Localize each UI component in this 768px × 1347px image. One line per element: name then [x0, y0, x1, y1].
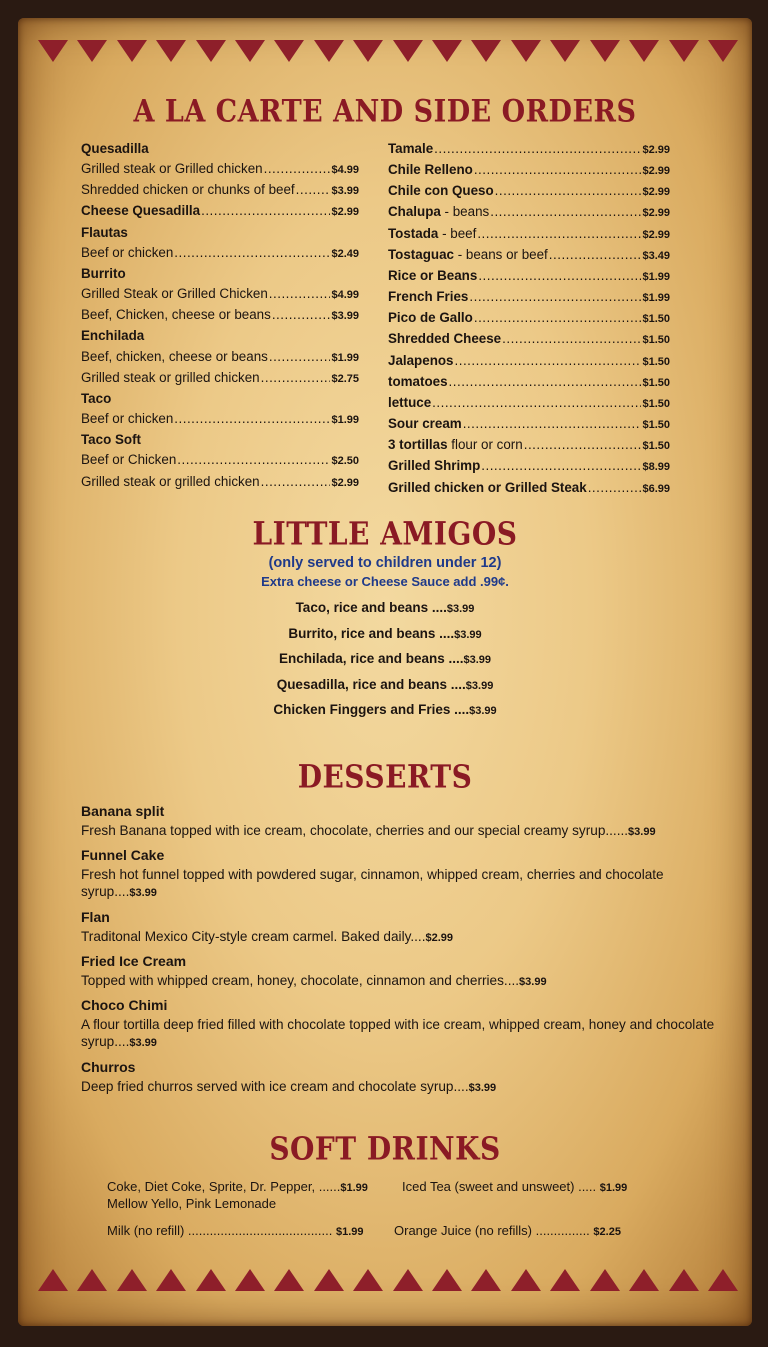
category-label [81, 389, 359, 409]
dessert-description: A flour tortilla deep fried filled with chocolate topped with ice cream, whipped cream, honey and chocolate syrup.... [81, 1016, 715, 1049]
item-price: $2.99 [331, 476, 359, 489]
orange-juice-item [394, 1223, 621, 1238]
item-price: $1.50 [642, 397, 670, 410]
item-name-bold: Grilled chicken or Grilled Steak [388, 479, 587, 495]
item-price: $1.50 [642, 355, 670, 368]
category-name: Enchilada [81, 328, 145, 344]
item-name: Beef or chicken [81, 411, 174, 427]
item-price: $2.50 [331, 455, 359, 468]
kids-menu-item [18, 651, 752, 666]
item-name-bold: Pico de Gallo [388, 310, 473, 326]
triangle-ornament [471, 1269, 501, 1291]
menu-item [388, 478, 670, 499]
kids-item-price: $3.99 [465, 679, 494, 692]
item-name: Cheese Quesadilla [81, 203, 201, 219]
menu-item [388, 414, 670, 435]
sodas-price: $1.99 [340, 1182, 368, 1194]
item-price: $2.99 [331, 206, 359, 219]
item-name [388, 224, 476, 244]
milk-item [107, 1223, 364, 1238]
kids-menu-item [18, 677, 752, 692]
item-name-bold: Chile con Queso [388, 183, 494, 199]
dessert-name: Fried Ice Cream [81, 953, 187, 969]
triangle-ornament [432, 1269, 462, 1291]
dot-leader [261, 368, 331, 388]
dot-leader [455, 351, 642, 371]
milk-price: $1.99 [335, 1226, 364, 1238]
triangle-ornament [590, 1269, 620, 1291]
dessert-description: Fresh hot funnel topped with powdered sugar, cinnamon, whipped cream, cherries and chocolate syrup.... [81, 866, 664, 899]
triangle-ornament [117, 1269, 147, 1291]
a-la-carte-right-column [388, 139, 670, 499]
menu-item [81, 243, 359, 264]
dot-leader [269, 284, 331, 304]
a-la-carte-heading: A LA CARTE AND SIDE ORDERS [133, 93, 637, 130]
triangle-ornament [708, 40, 738, 62]
kids-item-price: $3.99 [446, 603, 475, 615]
item-price: $1.99 [331, 351, 359, 364]
kids-item-name: Taco, rice and beans [295, 600, 429, 615]
iced-tea-item [402, 1179, 627, 1194]
menu-item [81, 284, 359, 305]
category-name: Quesadilla [81, 141, 149, 156]
item-price: $3.99 [331, 185, 359, 198]
category-label [81, 430, 359, 450]
iced-tea-price: $1.99 [599, 1182, 628, 1194]
category-name: Taco Soft [81, 432, 142, 448]
triangle-ornament [629, 40, 659, 62]
dot-leader: .... [428, 600, 447, 615]
menu-item [81, 347, 359, 368]
triangle-ornament [393, 1269, 423, 1291]
dessert-item [81, 803, 721, 841]
menu-item [81, 450, 359, 471]
item-name [388, 202, 489, 222]
dot-leader [481, 456, 641, 476]
a-la-carte-left-column [81, 139, 359, 493]
item-price: $2.75 [331, 372, 359, 385]
item-name-bold: Grilled Shrimp [388, 458, 481, 474]
item-price: $2.99 [642, 228, 670, 241]
triangle-ornament [471, 40, 501, 62]
menu-item [388, 224, 670, 245]
item-name [388, 393, 431, 413]
triangle-ornament [235, 40, 265, 62]
item-name [388, 329, 501, 349]
triangle-ornament [274, 1269, 304, 1291]
triangle-ornament [77, 1269, 107, 1291]
item-name-bold: Shredded Cheese [388, 331, 502, 347]
dot-leader [272, 305, 331, 325]
triangle-ornament [274, 40, 304, 62]
kids-item-price: $3.99 [469, 705, 497, 717]
dessert-name: Flan [81, 909, 110, 925]
dot-leader [495, 181, 642, 201]
dessert-item [81, 997, 721, 1053]
item-price: $8.99 [642, 461, 670, 474]
kids-item-name: Burrito, rice and beans [288, 625, 436, 641]
dot-leader: .... [444, 651, 464, 666]
item-name-bold: Tostada [388, 225, 439, 241]
item-name: Grilled steak or grilled chicken [81, 473, 260, 489]
triangle-ornament [38, 40, 68, 62]
item-name-bold: lettuce [388, 394, 432, 410]
category-name: Burrito [81, 265, 126, 281]
dot-leader [264, 159, 331, 179]
dessert-item [81, 909, 721, 947]
bottom-triangle-border [38, 1269, 738, 1295]
dot-leader [588, 478, 642, 498]
item-price: $4.99 [331, 289, 359, 302]
item-detail: - beans [440, 204, 490, 220]
item-price: $1.99 [642, 292, 670, 305]
item-price: $4.99 [331, 164, 359, 177]
item-detail: flour or corn [447, 437, 523, 453]
dessert-price: $2.99 [425, 931, 454, 944]
dot-leader [502, 329, 641, 349]
item-name [388, 308, 473, 328]
item-price: $3.49 [642, 249, 670, 262]
item-name-bold: tomatoes [388, 373, 448, 389]
item-name-bold: Tamale [388, 141, 434, 156]
item-price: $6.99 [642, 482, 670, 495]
triangle-ornament [353, 40, 383, 62]
menu-item [388, 308, 670, 329]
kids-item-name: Enchilada, rice and beans [278, 651, 445, 666]
triangle-ornament [235, 1269, 265, 1291]
item-name [388, 478, 587, 498]
sodas-item [107, 1179, 368, 1194]
item-price: $1.50 [642, 440, 670, 453]
dessert-item [81, 847, 721, 903]
dot-leader [261, 472, 331, 492]
triangle-ornament [432, 40, 462, 62]
dot-leader [174, 243, 330, 263]
dot-leader [449, 372, 642, 392]
item-name-bold: Rice or Beans [388, 267, 478, 283]
item-name [388, 435, 523, 455]
menu-item [81, 472, 359, 493]
kids-menu-item [18, 626, 752, 641]
item-name-bold: Jalapenos [388, 352, 454, 368]
dot-leader [177, 450, 330, 470]
menu-item [388, 266, 670, 287]
iced-tea-text: Iced Tea (sweet and unsweet) ..... [402, 1179, 600, 1194]
item-name [388, 456, 480, 476]
item-price: $2.99 [642, 165, 670, 178]
triangle-ornament [117, 40, 147, 62]
menu-item [388, 372, 670, 393]
item-name [388, 245, 548, 265]
item-price: $1.99 [642, 270, 670, 283]
triangle-ornament [550, 40, 580, 62]
item-name-bold: French Fries [388, 289, 469, 305]
kids-item-price: $3.99 [463, 654, 492, 666]
dot-leader [524, 435, 642, 455]
dot-leader: .... [435, 625, 455, 641]
menu-item [388, 329, 670, 350]
menu-item [388, 287, 670, 308]
dot-leader [474, 308, 642, 328]
dot-leader: .... [447, 676, 466, 692]
triangle-ornament [393, 40, 423, 62]
dot-leader [174, 409, 330, 429]
triangle-ornament [77, 40, 107, 62]
item-name [388, 181, 494, 201]
kids-menu-item [18, 600, 752, 615]
little-amigos-note: Extra cheese or Cheese Sauce add .99¢. [261, 574, 509, 589]
dessert-description: Deep fried churros served with ice cream and chocolate syrup.... [81, 1078, 469, 1094]
item-name-bold: Chalupa [388, 204, 441, 220]
item-name-bold: Chile Relleno [388, 162, 473, 178]
menu-item [388, 245, 670, 266]
menu-item [388, 202, 670, 223]
item-name [388, 160, 473, 180]
little-amigos-heading: LITTLE AMIGOS [252, 514, 518, 553]
dessert-price: $3.99 [628, 825, 656, 838]
triangle-ornament [669, 40, 699, 62]
dessert-description: Traditonal Mexico City-style cream carmel. Baked daily.... [81, 928, 426, 944]
dessert-name: Banana split [81, 803, 165, 819]
item-price: $1.50 [642, 313, 670, 326]
triangle-ornament [708, 1269, 738, 1291]
dot-leader [477, 224, 641, 244]
item-price: $2.99 [642, 144, 670, 156]
item-name: Grilled steak or Grilled chicken [81, 161, 263, 177]
dot-leader [469, 287, 641, 307]
item-price: $2.49 [331, 247, 359, 260]
menu-item [81, 305, 359, 326]
dot-leader [269, 347, 331, 367]
item-name: Grilled steak or grilled chicken [81, 369, 260, 385]
kids-item-name: Chicken Finggers and Fries [273, 702, 451, 717]
item-name-bold: Sour cream [388, 416, 462, 432]
triangle-ornament [590, 40, 620, 62]
item-name [388, 414, 462, 434]
little-amigos-subtitle: (only served to children under 12) [268, 555, 502, 571]
triangle-ornament [511, 1269, 541, 1291]
triangle-ornament [314, 40, 344, 62]
item-detail: - beef [438, 225, 477, 241]
dot-leader [478, 266, 641, 286]
item-price: $1.50 [642, 376, 670, 389]
item-name [388, 287, 468, 307]
item-name-bold: 3 tortillas [388, 437, 448, 453]
dot-leader [434, 139, 641, 159]
dot-leader: .... [450, 702, 470, 717]
menu-item [388, 160, 670, 181]
dessert-item [81, 1059, 721, 1097]
menu-item [388, 139, 670, 160]
dot-leader [490, 202, 641, 222]
item-name [388, 351, 454, 371]
item-name: Shredded chicken or chunks of beef [81, 182, 295, 198]
dot-leader [296, 180, 331, 200]
item-name: Grilled Steak or Grilled Chicken [81, 286, 268, 302]
item-name: Beef or chicken [81, 244, 174, 260]
item-price: $2.99 [642, 186, 670, 199]
triangle-ornament [156, 1269, 186, 1291]
item-price: $1.50 [642, 334, 670, 347]
triangle-ornament [196, 1269, 226, 1291]
dot-leader [549, 245, 642, 265]
menu-item [388, 393, 670, 414]
item-price: $2.99 [642, 207, 670, 220]
dessert-price: $3.99 [519, 975, 547, 988]
item-name [388, 139, 433, 159]
triangle-ornament [156, 40, 186, 62]
triangle-ornament [629, 1269, 659, 1291]
dessert-item [81, 953, 721, 991]
triangle-ornament [38, 1269, 68, 1291]
item-name [388, 266, 477, 286]
orange-juice-text: Orange Juice (no refills) ............... [394, 1223, 594, 1238]
item-detail: - beans or beef [453, 246, 548, 262]
item-price: $3.99 [331, 310, 359, 323]
item-price: $1.99 [331, 414, 359, 427]
menu-item [81, 159, 359, 180]
triangle-ornament [196, 40, 226, 62]
dessert-price: $3.99 [129, 887, 157, 899]
menu-item [388, 181, 670, 202]
top-triangle-border [38, 40, 738, 66]
menu-item [81, 180, 359, 201]
dot-leader [463, 414, 642, 434]
category-name: Flautas [81, 224, 128, 240]
category-label [81, 223, 359, 243]
dessert-price: $3.99 [129, 1037, 157, 1049]
triangle-ornament [353, 1269, 383, 1291]
dessert-name: Churros [81, 1059, 136, 1075]
item-name: Beef, Chicken, cheese or beans [81, 307, 271, 323]
item-price: $1.50 [642, 419, 670, 432]
dot-leader [474, 160, 642, 180]
item-name-bold: Tostaguac [388, 246, 454, 262]
menu-item [81, 409, 359, 430]
dessert-name: Choco Chimi [81, 997, 168, 1013]
item-name [388, 372, 448, 392]
category-label [81, 326, 359, 346]
kids-item-name: Quesadilla, rice and beans [276, 676, 448, 692]
kids-menu-item [18, 702, 752, 717]
item-name: Beef or Chicken [81, 452, 177, 468]
triangle-ornament [550, 1269, 580, 1291]
orange-juice-price: $2.25 [593, 1226, 621, 1238]
milk-text: Milk (no refill) ........................................ [107, 1223, 336, 1238]
menu-item [81, 368, 359, 389]
dessert-description: Topped with whipped cream, honey, chocolate, cinnamon and cherries.... [81, 972, 520, 988]
triangle-ornament [511, 40, 541, 62]
dot-leader [432, 393, 641, 413]
menu-item [388, 456, 670, 477]
dessert-description: Fresh Banana topped with ice cream, chocolate, cherries and our special creamy syrup...... [81, 822, 629, 838]
triangle-ornament [314, 1269, 344, 1291]
item-name: Beef, chicken, cheese or beans [81, 348, 268, 364]
dessert-price: $3.99 [468, 1081, 497, 1094]
soft-drinks-heading: SOFT DRINKS [269, 1129, 501, 1168]
sodas-text: Coke, Diet Coke, Sprite, Dr. Pepper, ...... [107, 1179, 341, 1194]
desserts-heading: DESSERTS [297, 757, 473, 796]
category-label [81, 139, 359, 159]
kids-item-price: $3.99 [454, 628, 482, 641]
dessert-name: Funnel Cake [81, 847, 165, 863]
dot-leader [201, 201, 330, 221]
sodas-text-line2: Mellow Yello, Pink Lemonade [107, 1196, 277, 1211]
menu-item [388, 435, 670, 456]
category-label [81, 264, 359, 284]
menu-item [388, 351, 670, 372]
triangle-ornament [669, 1269, 699, 1291]
category-name: Taco [81, 390, 112, 406]
menu-item [81, 201, 359, 222]
